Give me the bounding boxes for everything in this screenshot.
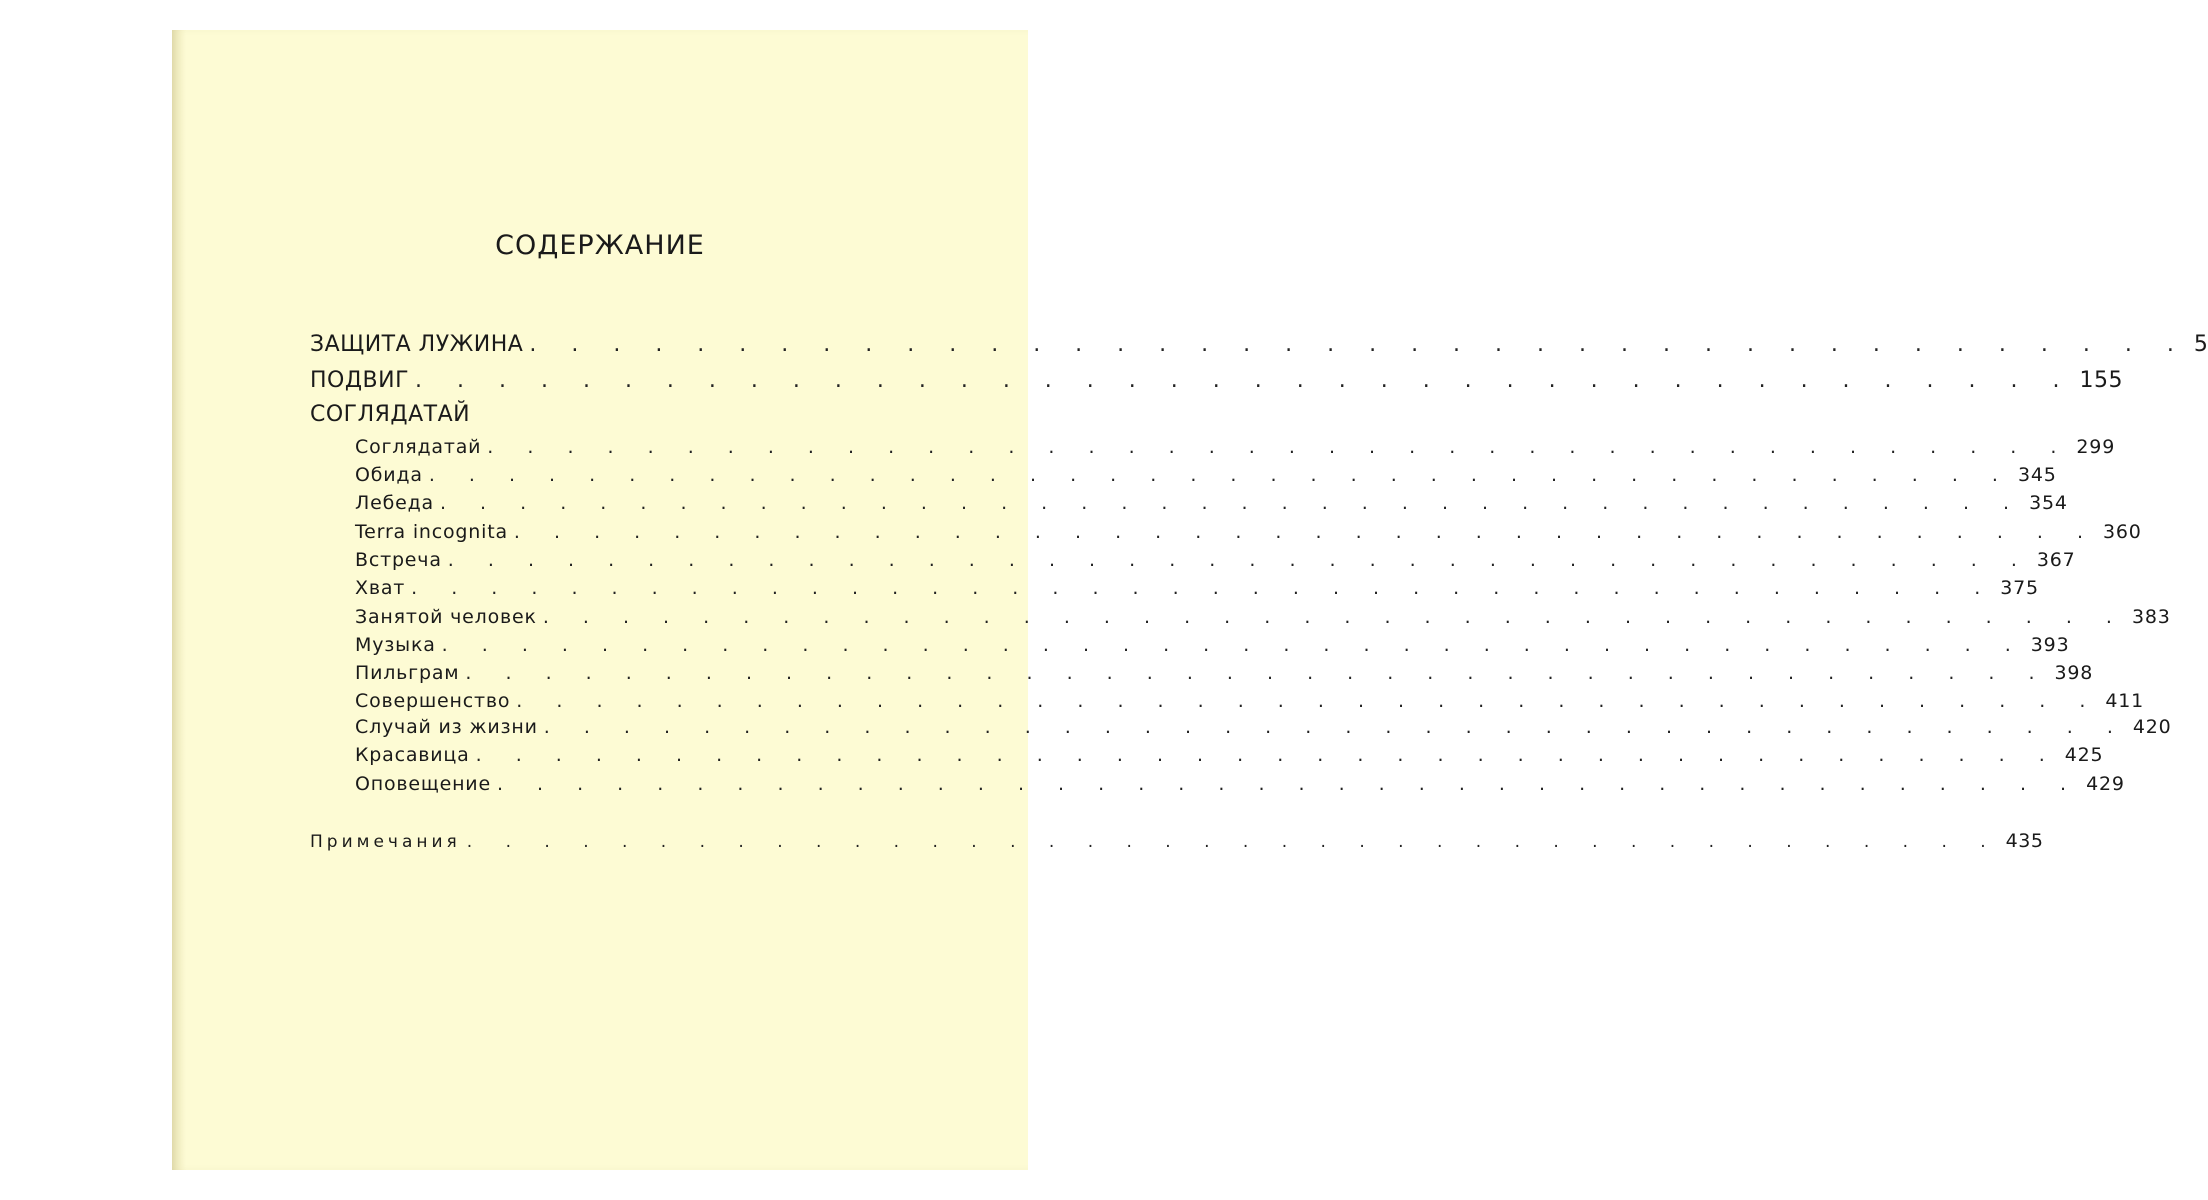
toc-subentry [355, 521, 2142, 543]
toc-entry-title: ЗАЩИТА ЛУЖИНА [310, 332, 524, 357]
toc-entry-page: 435 [2005, 830, 2044, 852]
toc-section-title: СОГЛЯДАТАЙ [310, 402, 471, 427]
toc-leader-dots: . . . . . . . . . . . . . . . . . . . . . . . . . . . . . . . . . . . . . . . . [466, 832, 2000, 852]
toc-leader-dots: . . . . . . . . . . . . . . . . . . . . . . . . . . . . . . . . . . . . . . . . [475, 744, 2059, 766]
toc-entry-title: ПОДВИГ [310, 368, 410, 393]
toc-leader-dots: . . . . . . . . . . . . . . . . . . . . . . . . . . . . . . . . . . . . . . . . [439, 492, 2024, 514]
toc-subentry-page: 345 [2017, 464, 2057, 486]
toc-subentry-title: Оповещение [355, 773, 491, 795]
toc-subentry-page: 420 [2132, 716, 2172, 738]
toc-entry-page: 5 [2193, 332, 2208, 357]
toc-subentry [355, 549, 2076, 571]
toc-leader-dots: . . . . . . . . . . . . . . . . . . . . . . . . . . . . . . . . . . . . . . . . [465, 662, 2049, 684]
toc-subentry [355, 464, 2057, 486]
toc-subentry-title: Обида [355, 464, 423, 486]
toc-subentry-page: 383 [2131, 606, 2171, 628]
toc-leader-dots: . . . . . . . . . . . . . . . . . . . . . . . . . . . . . . . . . . . . . . . . [447, 549, 2031, 571]
toc-entry [310, 368, 2123, 393]
toc-entry-notes [310, 830, 2044, 852]
toc-subentry [355, 744, 2104, 766]
toc-subentry-title: Встреча [355, 549, 442, 571]
toc-leader-dots: . . . . . . . . . . . . . . . . . . . . . . . . . . . . . . . . . . . . . . . . [543, 716, 2127, 738]
toc-subentry [355, 606, 2171, 628]
toc-subentry [355, 716, 2172, 738]
page-title: СОДЕРЖАНИЕ [495, 230, 705, 261]
toc-subentry [355, 577, 2039, 599]
toc-subentry-title: Красавица [355, 744, 470, 766]
book-page [172, 30, 2208, 1170]
toc-leader-dots: . . . . . . . . . . . . . . . . . . . . . . . . . . . . . . . . . . . . . . . . [496, 773, 2081, 795]
toc-subentry-page: 299 [2076, 436, 2116, 458]
toc-subentry-title: Совершенство [355, 690, 511, 712]
toc-subentry-title: Занятой человек [355, 606, 537, 628]
toc-leader-dots: . . . . . . . . . . . . . . . . . . . . . . . . . . . . . . . . . . . . . . . . [411, 577, 1995, 599]
toc-subentry-title: Случай из жизни [355, 716, 538, 738]
toc-leader-dots: . . . . . . . . . . . . . . . . . . . . . . . . . . . . . . . . . . . . . . . . [516, 690, 2100, 712]
toc-subentry-page: 429 [2086, 773, 2125, 795]
toc-leader-dots: . . . . . . . . . . . . . . . . . . . . . . . . . . . . . . . . . . . . . . . . [487, 436, 2071, 458]
toc-subentry-title: Лебеда [355, 492, 434, 514]
toc-subentry-page: 354 [2029, 492, 2068, 514]
toc-subentry-title: Terra incognita [355, 521, 508, 543]
toc-leader-dots: . . . . . . . . . . . . . . . . . . . . . . . . . . . . . . . . . . . . . . . . [441, 634, 2025, 656]
toc-leader-dots: . . . . . . . . . . . . . . . . . . . . . . . . . . . . . . . . . . . . . . . . [542, 606, 2126, 628]
toc-subentry-page: 360 [2103, 521, 2142, 543]
toc-entry [310, 332, 2208, 357]
toc-leader-dots: . . . . . . . . . . . . . . . . . . . . . . . . . . . . . . . . . . . . . . . . [529, 332, 2188, 357]
toc-subentry-page: 375 [2000, 577, 2039, 599]
toc-entry-page: 155 [2079, 368, 2123, 393]
toc-subentry-page: 367 [2036, 549, 2076, 571]
toc-leader-dots: . . . . . . . . . . . . . . . . . . . . . . . . . . . . . . . . . . . . . . . . [415, 368, 2074, 393]
toc-subentry-title: Соглядатай [355, 436, 482, 458]
toc-leader-dots: . . . . . . . . . . . . . . . . . . . . . . . . . . . . . . . . . . . . . . . . [513, 521, 2098, 543]
toc-subentry-page: 425 [2064, 744, 2104, 766]
toc-entry-title: Примечания [310, 832, 461, 852]
toc-subentry [355, 690, 2145, 712]
toc-subentry [355, 492, 2068, 514]
toc-subentry-page: 411 [2105, 690, 2145, 712]
toc-subentry [355, 634, 2070, 656]
toc-subentry-title: Хват [355, 577, 406, 599]
toc-subentry-title: Музыка [355, 634, 436, 656]
toc-subentry [355, 436, 2116, 458]
toc-subentry-page: 398 [2054, 662, 2094, 684]
toc-subentry [355, 773, 2125, 795]
toc-subentry [355, 662, 2094, 684]
toc-subentry-title: Пильграм [355, 662, 460, 684]
toc-subentry-page: 393 [2030, 634, 2070, 656]
toc-leader-dots: . . . . . . . . . . . . . . . . . . . . . . . . . . . . . . . . . . . . . . . . [428, 464, 2012, 486]
